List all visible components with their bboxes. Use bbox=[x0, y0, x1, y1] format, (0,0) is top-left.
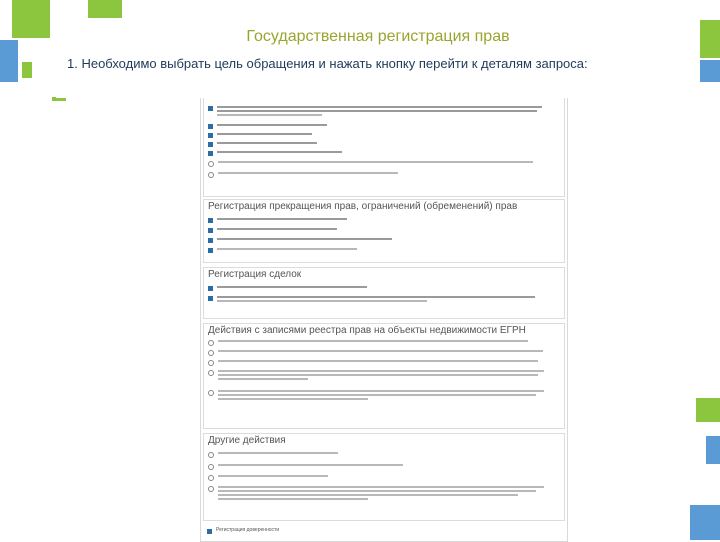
option-row[interactable] bbox=[208, 159, 533, 169]
option-row[interactable] bbox=[208, 368, 544, 378]
decor-square-green-right-mid bbox=[696, 398, 720, 422]
section-egrn-records bbox=[203, 323, 565, 429]
option-row-bottom[interactable] bbox=[207, 527, 279, 537]
slide-header bbox=[56, 18, 700, 98]
section-title: Регистрация сделок bbox=[208, 269, 302, 280]
option-row[interactable] bbox=[208, 388, 544, 398]
slide-title: Государственная регистрация прав bbox=[246, 28, 510, 45]
option-row[interactable] bbox=[208, 358, 538, 368]
radio-icon[interactable] bbox=[208, 340, 214, 346]
option-row[interactable] bbox=[208, 226, 337, 236]
radio-icon[interactable] bbox=[208, 464, 214, 470]
decor-square-green-small-left bbox=[22, 62, 32, 78]
radio-icon[interactable] bbox=[208, 486, 214, 492]
checkbox-icon[interactable] bbox=[208, 133, 213, 138]
decor-square-blue-bottom-right bbox=[690, 505, 720, 540]
option-row[interactable] bbox=[208, 450, 338, 460]
option-row[interactable] bbox=[208, 246, 357, 256]
option-row[interactable] bbox=[208, 462, 403, 472]
checkbox-icon[interactable] bbox=[208, 248, 213, 253]
slide-subtitle: 1. Необходимо выбрать цель обращения и нажать кнопку перейти к деталям запроса: bbox=[67, 56, 588, 71]
checkbox-icon[interactable] bbox=[208, 228, 213, 233]
checkbox-icon[interactable] bbox=[208, 124, 213, 129]
radio-icon[interactable] bbox=[208, 475, 214, 481]
checkbox-icon[interactable] bbox=[208, 238, 213, 243]
radio-icon[interactable] bbox=[208, 161, 214, 167]
option-row[interactable] bbox=[208, 484, 544, 494]
section-title: Другие действия bbox=[208, 435, 286, 446]
decor-square-blue-left bbox=[0, 40, 18, 82]
radio-icon[interactable] bbox=[208, 360, 214, 366]
option-row[interactable] bbox=[208, 104, 542, 114]
option-row[interactable] bbox=[208, 473, 328, 483]
checkbox-icon[interactable] bbox=[208, 218, 213, 223]
checkbox-icon[interactable] bbox=[208, 286, 213, 291]
application-form-screenshot bbox=[200, 64, 568, 542]
checkbox-icon[interactable] bbox=[208, 151, 213, 156]
radio-icon[interactable] bbox=[208, 390, 214, 396]
decor-square-green-top-left bbox=[12, 0, 50, 38]
section-title: Действия с записями реестра прав на объекты недвижимости ЕГРН bbox=[208, 325, 526, 336]
decor-square-blue-right bbox=[698, 60, 720, 82]
option-row[interactable] bbox=[208, 236, 392, 246]
radio-icon[interactable] bbox=[208, 172, 214, 178]
checkbox-icon[interactable] bbox=[208, 142, 213, 147]
radio-icon[interactable] bbox=[208, 452, 214, 458]
option-row[interactable] bbox=[208, 348, 543, 358]
checkbox-icon[interactable] bbox=[208, 296, 213, 301]
section-title: Регистрация прекращения прав, ограничений (обременений) прав bbox=[208, 201, 518, 212]
checkbox-icon[interactable] bbox=[208, 106, 213, 111]
option-row[interactable] bbox=[208, 149, 342, 159]
decor-square-blue-right-low bbox=[706, 436, 720, 464]
option-row[interactable] bbox=[208, 284, 367, 294]
option-row[interactable] bbox=[208, 216, 347, 226]
radio-icon[interactable] bbox=[208, 350, 214, 356]
section-termination bbox=[203, 199, 565, 263]
option-row[interactable] bbox=[208, 294, 535, 304]
section-transactions bbox=[203, 267, 565, 319]
checkbox-icon[interactable] bbox=[207, 529, 212, 534]
section-other-actions bbox=[203, 433, 565, 521]
option-row[interactable] bbox=[208, 170, 398, 180]
radio-icon[interactable] bbox=[208, 370, 214, 376]
option-label: Регистрация доверенности bbox=[216, 527, 280, 533]
option-row[interactable] bbox=[208, 338, 528, 348]
